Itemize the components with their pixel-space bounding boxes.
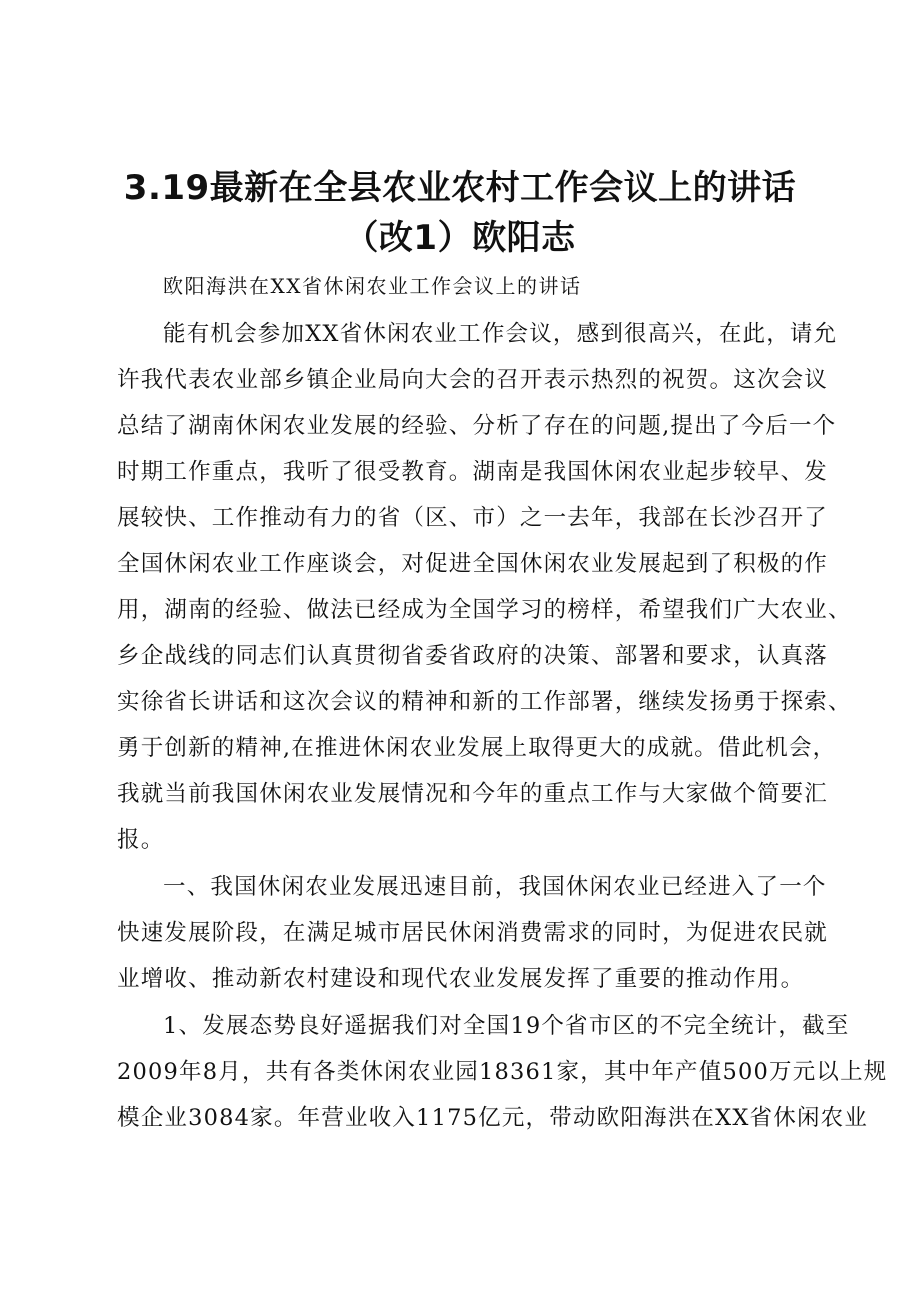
paragraph-line: 总结了湖南休闲农业发展的经验、分析了存在的问题,提出了今后一个	[117, 413, 837, 439]
paragraph-line: 我就当前我国休闲农业发展情况和今年的重点工作与大家做个简要汇	[117, 781, 829, 807]
paragraph-line: 1、发展态势良好遥据我们对全国19个省市区的不完全统计，截至	[163, 1013, 850, 1039]
paragraph-line: 用，湖南的经验、做法已经成为全国学习的榜样，希望我们广大农业、	[117, 597, 852, 623]
paragraph-line: 许我代表农业部乡镇企业局向大会的召开表示热烈的祝贺。这次会议	[117, 367, 829, 393]
paragraph-line: 模企业3084家。年营业收入1175亿元，带动欧阳海洪在XX省休闲农业	[117, 1105, 869, 1131]
paragraph-line: 快速发展阶段，在满足城市居民休闲消费需求的同时，为促进农民就	[117, 920, 829, 946]
speech-subtitle: 欧阳海洪在XX省休闲农业工作会议上的讲话	[163, 274, 582, 298]
paragraph-line: 实徐省长讲话和这次会议的精神和新的工作部署，继续发扬勇于探索、	[117, 689, 852, 715]
paragraph-line: 乡企战线的同志们认真贯彻省委省政府的决策、部署和要求，认真落	[117, 643, 829, 669]
paragraph-line: 业增收、推动新农村建设和现代农业发展发挥了重要的推动作用。	[117, 966, 805, 992]
paragraph-line: 勇于创新的精神,在推进休闲农业发展上取得更大的成就。借此机会，	[117, 735, 837, 761]
paragraph-line: 时期工作重点，我听了很受教育。湖南是我国休闲农业起步较早、发	[117, 459, 829, 485]
paragraph-line: 展较快、工作推动有力的省（区、市）之一去年，我部在长沙召开了	[117, 505, 829, 531]
paragraph-line: 一、我国休闲农业发展迅速目前，我国休闲农业已经进入了一个	[163, 874, 827, 900]
paragraph-development-trend	[117, 1003, 888, 1141]
paragraph-section-one	[117, 864, 829, 1002]
paragraph-line: 报。	[117, 827, 165, 853]
paragraph-line: 全国休闲农业工作座谈会，对促进全国休闲农业发展起到了积极的作	[117, 551, 829, 577]
document-title-line-1: 3.19最新在全县农业农村工作会议上的讲话	[123, 168, 797, 208]
paragraph-line: 能有机会参加XX省休闲农业工作会议，感到很高兴，在此，请允	[163, 321, 838, 347]
paragraph-line: 2009年8月，共有各类休闲农业园18361家，其中年产值500万元以上规	[117, 1059, 888, 1085]
paragraph-opening	[117, 311, 852, 863]
document-title-line-2: （改1）欧阳志	[344, 218, 576, 258]
